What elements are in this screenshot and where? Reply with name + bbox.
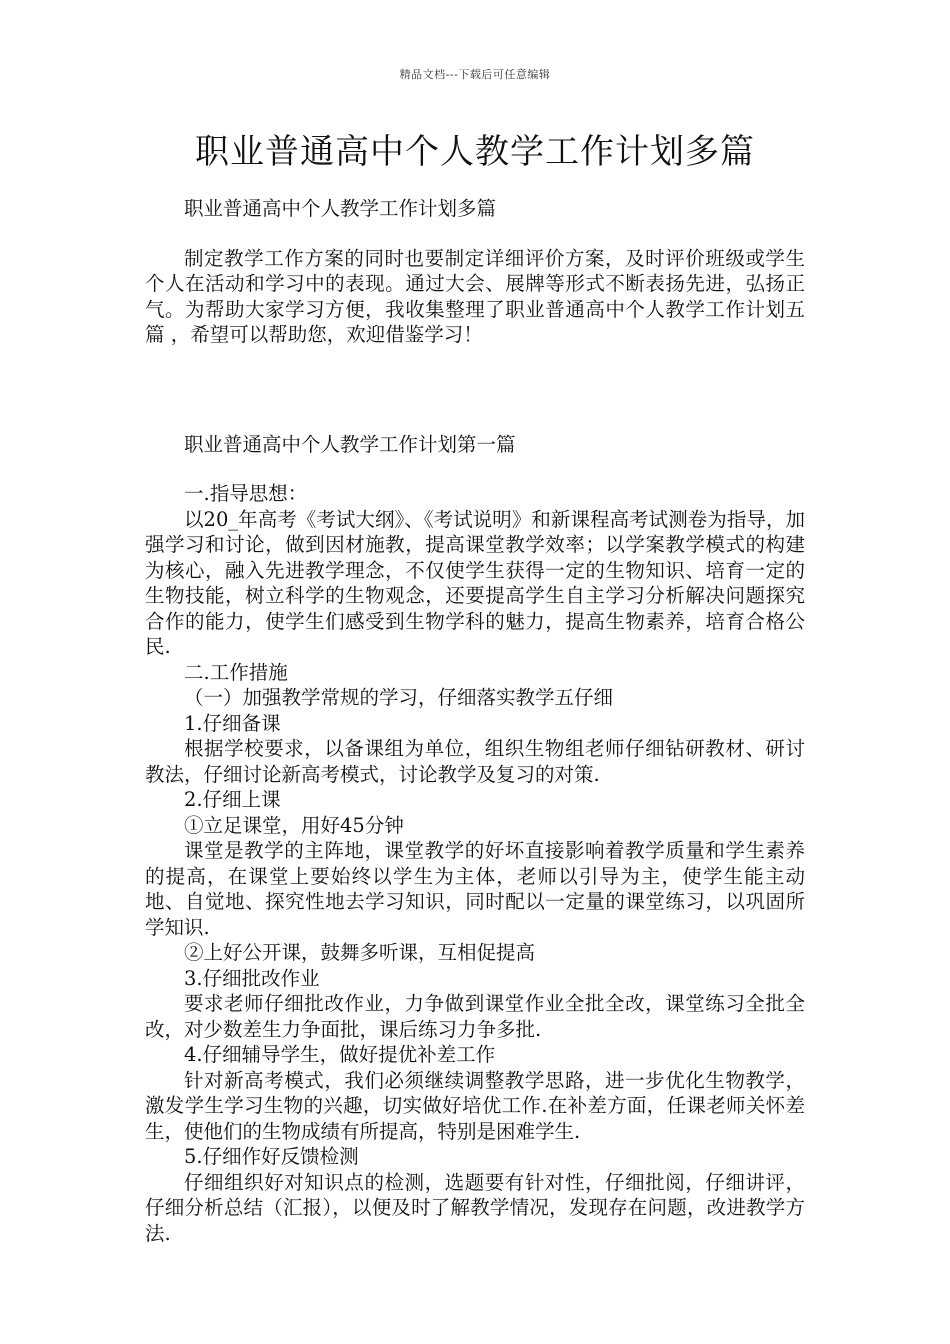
paragraph-feedback: 仔细组织好对知识点的检测，选题要有针对性，仔细批阅，仔细讲评，仔细分析总结（汇报），以便及时了解教学情况，发现存在问题，改进教学方法. xyxy=(145,1170,805,1245)
page-header: 精品文档---下载后可任意编辑 xyxy=(399,68,551,81)
heading-guiding-ideology: 一.指导思想： xyxy=(184,482,308,505)
item-heading-feedback: 5.仔细作好反馈检测 xyxy=(184,1145,359,1168)
intro-paragraph: 制定教学工作方案的同时也要制定详细评价方案，及时评价班级或学生个人在活动和学习中的表现。通过大会、展牌等形式不断表扬先进，弘扬正气。为帮助大家学习方便，我收集整理了职业普通高中个人教学工作计划五篇 ，希望可以帮助您，欢迎借鉴学习！ xyxy=(145,246,805,346)
paragraph-prepare: 根据学校要求，以备课组为单位，组织生物组老师仔细钻研教材、研讨教法，仔细讨论新高考模式，讨论教学及复习的对策. xyxy=(145,737,805,786)
item-heading-tutoring: 4.仔细辅导学生，做好提优补差工作 xyxy=(184,1043,496,1066)
subitem-classroom: ①立足课堂，用好45分钟 xyxy=(184,813,404,837)
document-body xyxy=(145,196,805,1246)
subheading-teaching-routine: （一）加强教学常规的学习，仔细落实教学五仔细 xyxy=(184,686,614,709)
item-heading-class: 2.仔细上课 xyxy=(184,788,281,811)
item-heading-homework: 3.仔细批改作业 xyxy=(184,966,320,990)
document-subtitle: 职业普通高中个人教学工作计划多篇 xyxy=(184,197,497,220)
paragraph-homework: 要求老师仔细批改作业，力争做到课堂作业全批全改，课堂练习全批全改，对少数差生力争面批，课后练习力争多批. xyxy=(145,992,805,1041)
heading-work-measures: 二.工作措施 xyxy=(184,660,288,684)
paragraph-guiding-ideology: 以20_年高考《考试大纲》、《考试说明》和新课程高考试测卷为指导，加强学习和讨论，做到因材施教，提高课堂教学效率；以学案教学模式的构建为核心，融入先进教学理念，不仅使学生获得一定的生物知识、培育一定的生物技能，树立科学的生物观念，还要提高学生自主学习分析解决问题探究合作的能力，使学生们感受到生物学科的魅力，提高生物素养，培育合格公民. xyxy=(145,507,805,658)
item-heading-prepare: 1.仔细备课 xyxy=(184,711,281,735)
document-title: 职业普通高中个人教学工作计划多篇 xyxy=(195,132,755,172)
paragraph-tutoring: 针对新高考模式，我们必须继续调整教学思路，进一步优化生物教学，激发学生学习生物的兴趣，切实做好培优工作.在补差方面，任课老师关怀差生，使他们的生物成绩有所提高，特别是困难学生. xyxy=(145,1068,805,1143)
subitem-open-class: ②上好公开课，鼓舞多听课，互相促提高 xyxy=(184,941,536,964)
section-title: 职业普通高中个人教学工作计划第一篇 xyxy=(184,432,516,456)
paragraph-classroom: 课堂是教学的主阵地，课堂教学的好坏直接影响着教学质量和学生素养的提高，在课堂上要始终以学生为主体，老师以引导为主，使学生能主动地、自觉地、探究性地去学习知识，同时配以一定量的课堂练习，以巩固所学知识. xyxy=(145,839,805,939)
